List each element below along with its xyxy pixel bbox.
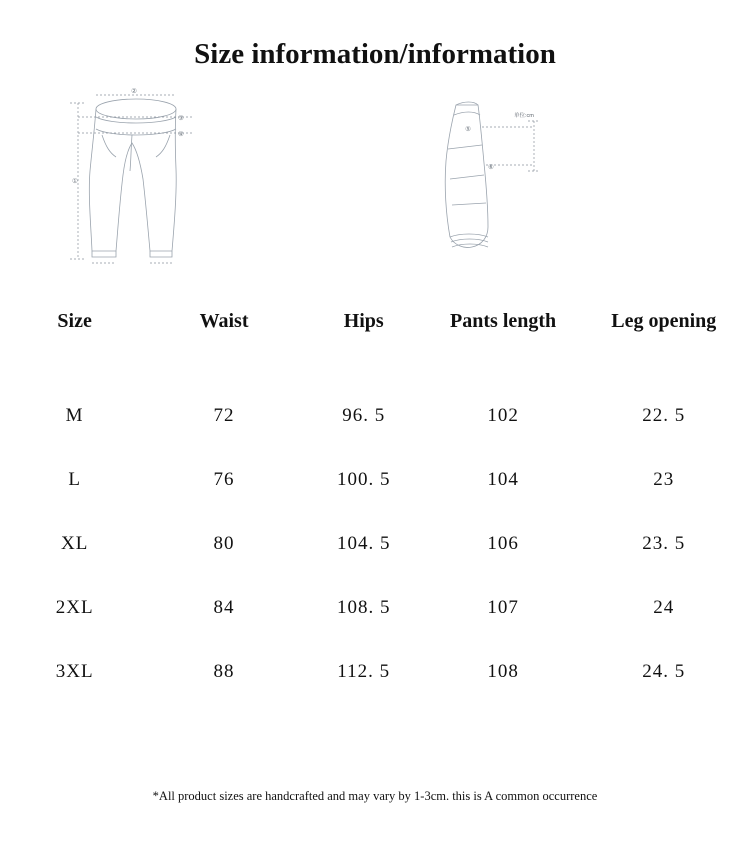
cell-waist: 88	[213, 661, 235, 682]
cell-hips: 112. 5	[337, 661, 391, 682]
cell-size: XL	[60, 533, 89, 554]
table-row	[0, 448, 750, 512]
cell-waist: 72	[213, 405, 235, 426]
mark-4: ④	[178, 131, 184, 138]
cell-hips: 108. 5	[336, 597, 391, 618]
disclaimer-note: *All product sizes are handcrafted and may vary by 1-3cm. this is A common occurrence	[152, 789, 598, 803]
cell-leg-opening: 24	[653, 597, 675, 618]
cell-hips: 96. 5	[342, 405, 386, 426]
column-header-waist: Waist	[199, 310, 249, 332]
table-row	[0, 640, 750, 704]
cell-pants-length: 104	[487, 469, 519, 490]
page-title: Size information/information	[194, 38, 556, 70]
cell-waist: 84	[213, 597, 235, 618]
table-header-row	[0, 309, 750, 343]
cell-leg-opening: 23. 5	[642, 533, 686, 554]
cell-pants-length: 102	[487, 405, 519, 426]
column-header-leg-opening: Leg opening	[611, 310, 717, 332]
table-row	[0, 576, 750, 640]
cell-pants-length: 107	[487, 597, 519, 618]
cell-size: M	[65, 405, 84, 426]
cell-leg-opening: 22. 5	[642, 405, 686, 426]
cell-pants-length: 108	[487, 661, 519, 682]
size-table	[0, 309, 750, 704]
mark-6: ⑥	[488, 164, 494, 171]
front-trousers-diagram	[58, 87, 258, 277]
mark-5: ⑤	[465, 126, 471, 133]
unit-note: 单位:cm	[514, 113, 534, 119]
column-header-size: Size	[57, 310, 92, 332]
cell-hips: 104. 5	[336, 533, 391, 554]
side-trousers-diagram	[430, 87, 630, 277]
table-row	[0, 512, 750, 576]
mark-2: ②	[131, 88, 137, 95]
cell-size: L	[68, 469, 81, 490]
cell-leg-opening: 23	[653, 469, 675, 490]
cell-leg-opening: 24. 5	[642, 661, 686, 682]
cell-waist: 76	[213, 469, 235, 490]
cell-hips: 100. 5	[336, 469, 391, 490]
cell-size: 3XL	[55, 661, 94, 682]
mark-1: ①	[72, 178, 78, 185]
diagram-area	[0, 87, 750, 287]
table-row	[0, 343, 750, 448]
mark-3: ③	[178, 115, 184, 122]
column-header-pants-length: Pants length	[450, 310, 557, 332]
cell-waist: 80	[213, 533, 235, 554]
column-header-hips: Hips	[343, 310, 384, 332]
cell-size: 2XL	[55, 597, 94, 618]
cell-pants-length: 106	[487, 533, 519, 554]
